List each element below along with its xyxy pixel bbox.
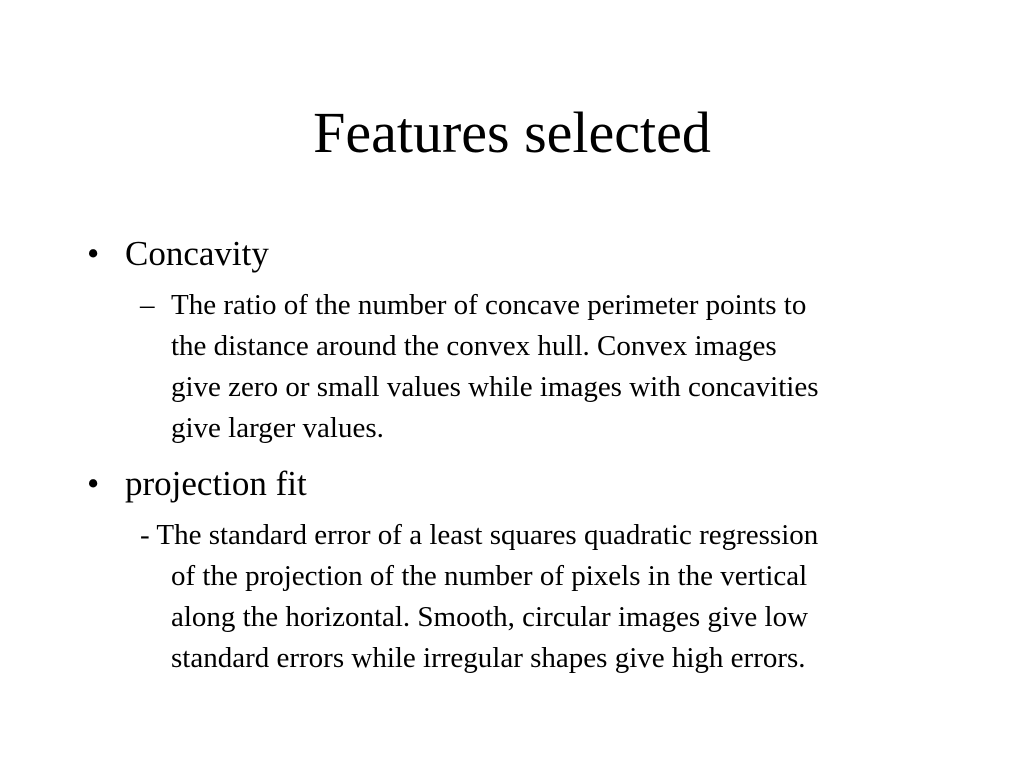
bullet-projection-fit <box>87 464 307 504</box>
sub-bullet-line: - The standard error of a least squares quadratic regression <box>140 519 819 551</box>
dash-marker: – <box>140 289 155 321</box>
slide-title: Features selected <box>313 100 711 165</box>
bullet-label: Concavity <box>125 234 269 273</box>
bullet-label: projection fit <box>125 464 307 503</box>
sub-bullet-projection-fit-description <box>140 515 818 679</box>
sub-bullet-line: give larger values. <box>171 412 384 444</box>
sub-bullet-line: of the projection of the number of pixels in the vertical <box>171 560 808 592</box>
bullet-marker: • <box>87 234 100 273</box>
bullet-concavity <box>87 234 269 274</box>
sub-bullet-line: standard errors while irregular shapes give high errors. <box>171 642 806 674</box>
sub-bullet-line: the distance around the convex hull. Convex images <box>171 330 777 362</box>
sub-bullet-text: The ratio of the number of concave perimeter points to <box>171 289 807 321</box>
sub-bullet-concavity-description <box>140 285 818 449</box>
sub-bullet-line <box>140 285 818 326</box>
bullet-marker: • <box>87 464 100 503</box>
sub-bullet-line: along the horizontal. Smooth, circular images give low <box>171 601 809 633</box>
sub-bullet-line: give zero or small values while images with concavities <box>171 371 819 403</box>
